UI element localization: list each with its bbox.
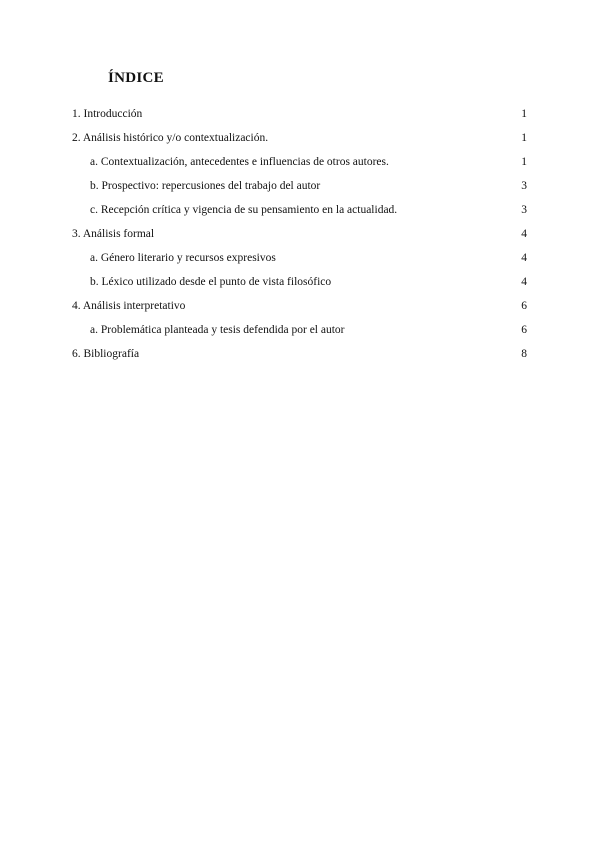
toc-entry-introduccion[interactable]: [72, 102, 527, 126]
toc-entry-page: 1: [521, 108, 527, 120]
toc-entry-contextualizacion[interactable]: [72, 150, 527, 174]
toc-entry-page: 1: [521, 156, 527, 168]
table-of-contents: [72, 102, 527, 366]
toc-entry-analisis-historico[interactable]: [72, 126, 527, 150]
toc-entry-label: 1. Introducción: [72, 108, 143, 120]
toc-entry-label: 6. Bibliografía: [72, 348, 140, 360]
toc-entry-label: 2. Análisis histórico y/o contextualización.: [72, 132, 269, 144]
toc-entry-page: 3: [521, 180, 527, 192]
toc-entry-page: 3: [521, 204, 527, 216]
toc-entry-bibliografia[interactable]: [72, 342, 527, 366]
toc-entry-lexico[interactable]: [72, 270, 527, 294]
toc-entry-prospectivo[interactable]: [72, 174, 527, 198]
toc-entry-label: b. Prospectivo: repercusiones del trabajo del autor: [90, 180, 321, 192]
toc-entry-label: a. Género literario y recursos expresivos: [90, 252, 276, 264]
toc-entry-label: c. Recepción crítica y vigencia de su pensamiento en la actualidad.: [90, 204, 398, 216]
toc-entry-page: 4: [521, 252, 527, 264]
toc-entry-recepcion-critica[interactable]: [72, 198, 527, 222]
index-title: ÍNDICE: [108, 70, 164, 86]
toc-entry-analisis-interpretativo[interactable]: [72, 294, 527, 318]
toc-entry-label: a. Problemática planteada y tesis defendida por el autor: [90, 324, 345, 336]
toc-entry-label: a. Contextualización, antecedentes e influencias de otros autores.: [90, 156, 389, 168]
toc-entry-page: 6: [521, 324, 527, 336]
toc-entry-label: b. Léxico utilizado desde el punto de vista filosófico: [90, 276, 332, 288]
toc-entry-page: 8: [521, 348, 527, 360]
toc-entry-page: 4: [521, 276, 527, 288]
toc-entry-page: 1: [521, 132, 527, 144]
toc-entry-page: 4: [521, 228, 527, 240]
toc-entry-problematica[interactable]: [72, 318, 527, 342]
toc-entry-label: 4. Análisis interpretativo: [72, 300, 186, 312]
toc-entry-label: 3. Análisis formal: [72, 228, 155, 240]
toc-entry-analisis-formal[interactable]: [72, 222, 527, 246]
toc-entry-genero-literario[interactable]: [72, 246, 527, 270]
toc-entry-page: 6: [521, 300, 527, 312]
